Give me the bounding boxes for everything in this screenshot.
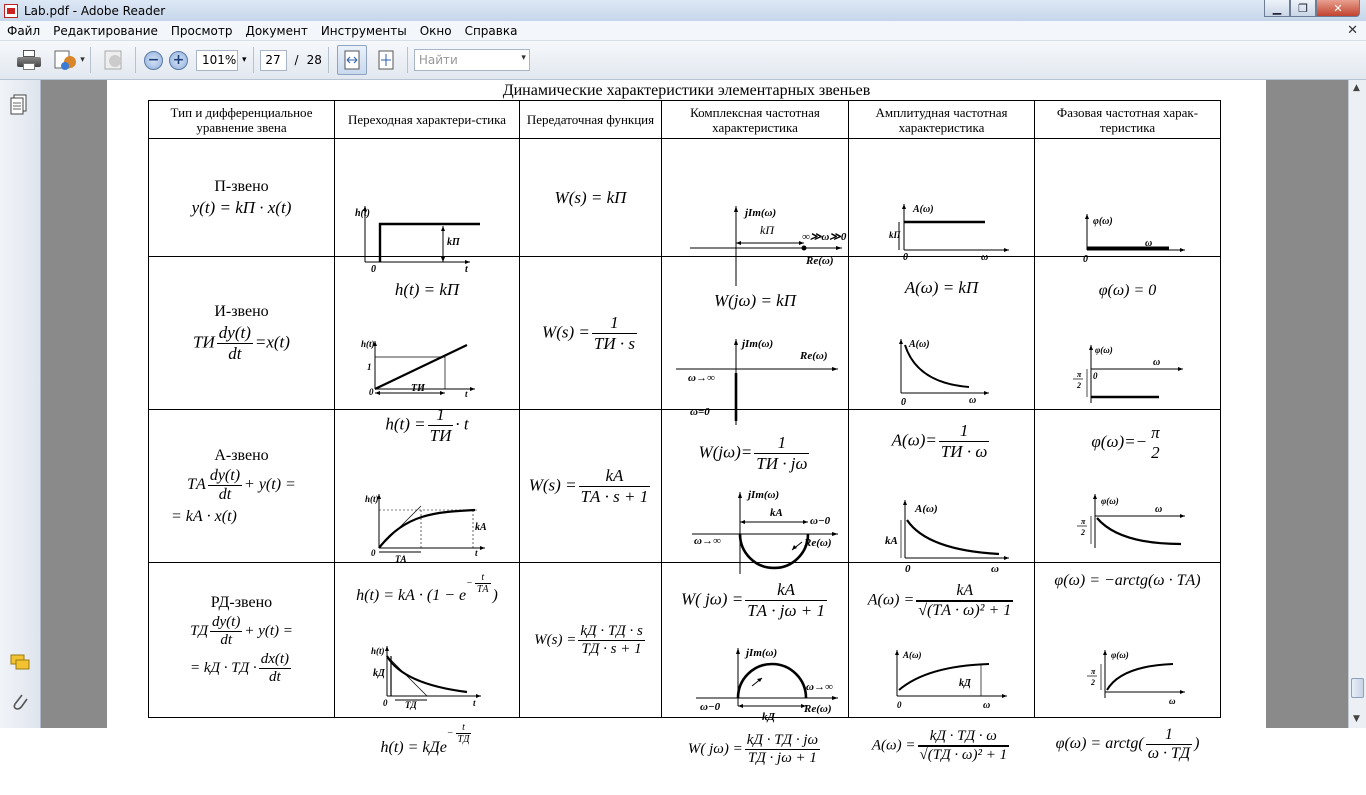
formula-denominator: √(TД · ω)² + 1 [919,747,1008,763]
scrollbar-thumb[interactable] [1351,678,1364,698]
formula-denominator: ω · TД [1147,745,1191,762]
link-name: И-звено [214,302,269,320]
equation-denominator: dt [220,632,232,648]
omega-axis-label: ω [1155,504,1163,515]
zoom-out-button[interactable] [144,46,163,74]
fit-page-button[interactable] [371,46,401,74]
complex-frequency-formula [662,433,848,474]
amplitude-formula: A(ω) = kП [904,277,979,297]
menu-tools[interactable]: Инструменты [320,23,407,38]
formula-denominator: TА · jω + 1 [747,601,825,620]
re-axis-label: Re(ω) [804,703,832,715]
link-name: П-звено [214,177,269,195]
amplitude-frequency-cell [849,139,1035,297]
pdf-app-icon [4,4,18,18]
equation-second-line: = kА · x(t) [171,507,237,525]
maximize-button[interactable]: ❐ [1290,0,1316,17]
page-number-input[interactable]: 27 [260,50,287,71]
omega-axis-label: ω [981,251,989,263]
zoom-input[interactable]: 101% [196,50,238,71]
t-axis-label: t [465,263,468,275]
h-axis-label: h(t) [355,207,370,219]
equation-numerator: dy(t) [218,322,251,342]
formula-left: A(ω)= [891,430,937,450]
zoom-dropdown-icon[interactable]: ▾ [242,55,247,65]
link-name: РД-звено [210,594,273,611]
transfer-function-cell [520,410,662,563]
amplitude-plot [849,640,1035,795]
td-label: TД [405,700,417,710]
k-label: kП [889,229,901,240]
omega-zero-label: ω=0 [690,406,710,418]
kd-label: kД [959,678,971,689]
step-response-plot [335,640,520,795]
menu-edit[interactable]: Редактирование [53,23,158,38]
header-phase-frequency: Фазовая частотная харак-теристика [1035,101,1221,139]
t-axis-label: t [475,548,478,558]
omega-axis-label: ω [991,563,999,575]
ka-label: kА [885,535,898,547]
phase-formula [1035,423,1220,463]
zero-label: 0 [905,563,911,575]
formula-left: W(s) = [528,474,577,494]
table-header-row [149,101,1221,139]
equation-denominator: dt [228,343,242,363]
formula-numerator: kД · TД · ω [918,728,1010,746]
im-axis-label: jIm(ω) [742,338,774,350]
two-label: 2 [1081,528,1085,537]
amplitude-plot [849,198,1035,316]
formula-left: φ(ω) = arctg( [1055,735,1144,753]
formula-left: W(s) = [542,321,590,341]
characteristics-table [148,100,1221,766]
phi-axis-label: φ(ω) [1093,215,1113,227]
formula-denominator: TД · jω + 1 [747,750,817,766]
header-type: Тип и дифференциальное уравнение звена [149,101,335,139]
im-axis-label: jIm(ω) [746,647,778,659]
zero-label: 0 [369,387,374,397]
zero-label: 0 [903,251,908,263]
zero-label: 0 [897,700,902,710]
equation-second-left: = kД · TД · [189,659,257,676]
formula-numerator: kД · TД · jω [746,732,819,748]
navigation-panel [0,80,41,728]
formula-left: W( jω) = [687,740,743,757]
header-complex-frequency: Комплексная частотная характеристика [662,101,849,139]
toolbar-separator [135,47,136,73]
omega-zero-label: ω−0 [810,515,831,527]
equation-coefficient: TА [187,475,206,493]
document-view[interactable] [41,80,1348,766]
transfer-function-formula [520,313,661,354]
zero-label: 0 [901,397,906,408]
formula-numerator: 1 [428,405,454,426]
step-response-formula: h(t) = kА · ($1 - e^{- t TА}$ ) [356,572,498,605]
table-row [149,139,1221,257]
a-axis-label: A(ω) [913,203,934,215]
im-axis-label: jIm(ω) [748,489,780,501]
transfer-function-formula [520,466,661,507]
toolbar-separator [328,47,329,73]
formula-denominator: TИ · ω [940,442,988,461]
fit-page-icon [377,50,395,70]
formula-numerator: kА [916,582,1013,601]
zoom-out-icon: − [144,51,163,70]
search-input[interactable] [414,49,530,71]
formula-left: A(ω) = [867,591,915,609]
header-amplitude-frequency: Амплитудная частотная характеристика [849,101,1035,139]
zero-label: 0 [371,263,376,275]
collaborate-button[interactable] [99,46,129,74]
phase-formula: φ(ω) = 0 [1098,281,1157,299]
scroll-up-icon[interactable]: ▲ [1353,83,1360,93]
complex-frequency-formula: W(jω) = kП [713,290,796,310]
menu-help[interactable]: Справка [464,23,518,38]
formula-numerator: kА [579,466,651,487]
menu-bar [0,21,1366,41]
formula-denominator: TА · s + 1 [580,486,649,506]
two-label: 2 [1077,381,1081,390]
equation-second-denominator: dt [269,669,281,685]
h-axis-label: h(t) [361,339,375,349]
link-type-cell [149,410,335,563]
close-document-icon[interactable]: ✕ [1347,23,1358,38]
omega-zero-label: ω−0 [700,701,721,713]
equation-numerator: dy(t) [212,614,241,630]
fit-width-button[interactable] [337,45,367,75]
equation-right: =x(t) [254,331,290,351]
transfer-function-formula [520,623,661,658]
transfer-function-formula: W(s) = kП [554,187,627,207]
link-name: А-звено [214,446,269,464]
step-response-plot [335,486,520,639]
amplitude-formula [849,582,1034,620]
page-total: 28 [306,53,322,67]
phase-plot [1035,486,1221,639]
complex-frequency-cell [662,139,849,310]
ta-label: TА [395,554,407,564]
menu-file[interactable]: Файл [7,23,41,38]
step-response-formula: h(t) = kП [394,279,460,299]
phi-axis-label: φ(ω) [1101,496,1119,506]
formula-denominator: TИ [429,426,452,445]
vertical-scrollbar[interactable] [1348,80,1366,728]
a-axis-label: A(ω) [903,650,922,660]
pi-label: π [1081,517,1086,526]
exponent-denominator: TА [476,584,489,595]
document-title: Динамические характеристики элементарных звеньев [502,82,871,99]
amplitude-plot [849,333,1035,486]
phase-plot [1035,640,1221,795]
equation-coefficient: TД [190,622,208,639]
formula-left: W(jω)= [698,442,753,462]
formula-left: W(s) = [534,631,577,648]
collaborate-icon [101,49,127,71]
search-placeholder: Найти [418,53,458,67]
omega-axis-label: ω [1145,237,1153,249]
formula-left: φ(ω)=− [1091,431,1148,451]
formula-close: ) [492,587,498,605]
phi-axis-label: φ(ω) [1095,345,1113,355]
amplitude-formula [849,421,1034,462]
step-response-formula: h(t) = kДe$^{- t TД}$ [380,722,470,757]
k-label: kА [475,522,487,533]
print-button[interactable] [14,46,44,74]
phase-plot [1035,333,1221,486]
complex-frequency-formula [662,732,848,767]
fit-width-icon [343,50,361,70]
zero-label: 0 [1093,371,1098,381]
omega-axis-label: ω [983,700,991,711]
scroll-down-icon[interactable]: ▼ [1353,714,1360,724]
omega-infinity-label: ω→∞ [694,535,721,547]
header-step-response: Переходная характери-стика [335,101,520,139]
amplitude-formula [849,728,1034,764]
link-type-cell [149,139,335,257]
k-label: kП [760,222,774,237]
formula-left: h(t) = [385,414,426,434]
header-transfer-function: Передаточная функция [520,101,662,139]
formula-close: ) [1194,735,1200,753]
a-axis-label: A(ω) [909,339,930,350]
menu-window[interactable]: Окно [419,23,452,38]
h-axis-label: h(t) [365,494,379,504]
kd-label: kД [762,711,776,723]
k-label: kП [447,236,460,248]
transfer-function-cell [520,139,662,257]
im-axis-label: jIm(ω) [745,206,777,219]
window-title: Lab.pdf - Adobe Reader [24,3,166,18]
t-axis-label: t [465,389,468,399]
zero-label: 0 [371,548,376,558]
formula-numerator: π [1151,423,1160,442]
omega-axis-label: ω [1169,696,1176,706]
formula-numerator: 1 [754,433,809,454]
search-dropdown-icon[interactable]: ▾ [521,53,526,63]
equation-right: + y(t) = [244,475,296,493]
zoom-in-icon: + [169,51,188,70]
transfer-function-cell [520,257,662,410]
formula-denominator: 2 [1151,443,1160,462]
omega-axis-label: ω [969,395,977,406]
step-response-cell [335,139,520,299]
toolbar-separator [90,47,91,73]
t-axis-label: t [473,698,476,708]
formula-denominator: TИ · jω [756,454,808,473]
close-button[interactable]: ✕ [1316,0,1360,17]
equation-right: + y(t) = [244,622,293,639]
omega-infinity-label: ω→∞ [688,372,715,384]
pi-label: π [1091,667,1096,676]
formula-right: · t [455,414,469,434]
formula-denominator: √(TА · ω)² + 1 [918,602,1012,619]
exponent-numerator: t [456,722,472,734]
link-type-cell [149,563,335,718]
re-axis-label: Re(ω) [804,537,832,549]
re-axis-label: Re(ω) [806,254,834,267]
omega-infinity-label: ω→∞ [806,681,833,693]
complex-frequency-formula [662,580,848,621]
formula-left: A(ω) = [871,737,916,754]
equation-numerator: dy(t) [209,466,241,484]
exponent-denominator: TД [457,734,470,745]
formula-numerator: kА [745,580,827,601]
menu-document[interactable]: Документ [245,23,308,38]
menu-view[interactable]: Просмотр [170,23,233,38]
link-equation: y(t) = kП · x(t) [191,197,292,217]
formula-numerator: 1 [939,421,989,442]
formula-base: h(t) = kА · (1 − e [356,587,467,605]
printer-icon [17,50,41,70]
share-button[interactable] [54,46,84,74]
title-bar [0,0,1366,21]
formula-denominator: TИ · s [593,333,635,353]
transfer-function-cell [520,563,662,718]
formula-denominator: TД · s + 1 [581,640,642,657]
pi-label: π [1077,370,1082,379]
pages-icon[interactable] [10,94,30,116]
formula-numerator: 1 [1146,726,1192,745]
equation-denominator: dt [218,485,232,503]
zero-label: 0 [1083,253,1088,265]
re-axis-label: Re(ω) [800,350,828,362]
toolbar-separator [253,47,254,73]
phase-frequency-cell [1035,139,1221,299]
omega-axis-label: ω [1153,357,1161,368]
a-axis-label: A(ω) [915,503,938,515]
equation-second-numerator: dx(t) [260,651,290,667]
ti-label: TИ [411,383,425,394]
minimize-button[interactable]: ▁ [1264,0,1290,17]
phi-axis-label: φ(ω) [1111,650,1129,660]
share-dropdown-icon[interactable]: ▾ [80,55,85,65]
exponent-numerator: t [475,572,491,584]
h-axis-label: h(t) [371,646,385,656]
toolbar-separator [407,47,408,73]
link-type-cell [149,257,335,410]
comments-icon[interactable] [10,652,30,674]
share-icon [53,49,79,71]
one-label: 1 [367,362,372,372]
formula-left: W( jω) = [681,589,744,609]
phase-formula [1035,726,1220,763]
omega-range-label: ∞≫ω≫0 [802,230,847,243]
equation-coefficient: TИ [193,331,215,351]
pdf-page [107,80,1266,766]
toolbar [0,41,1366,80]
formula-base: h(t) = kДe [380,739,447,757]
attachments-icon[interactable] [10,692,30,714]
phase-formula: φ(ω) = −arctg(ω · TА) [1054,572,1201,589]
zero-label: 0 [383,698,388,708]
page-separator: / [294,53,299,67]
ka-label: kА [770,507,783,519]
k-label: kД [373,668,385,679]
step-response-formula [335,405,519,446]
zoom-in-button[interactable] [169,46,188,74]
formula-numerator: kД · TД · s [580,622,643,639]
formula-numerator: 1 [592,313,637,334]
two-label: 2 [1091,678,1095,687]
nyquist-plot [662,640,849,795]
